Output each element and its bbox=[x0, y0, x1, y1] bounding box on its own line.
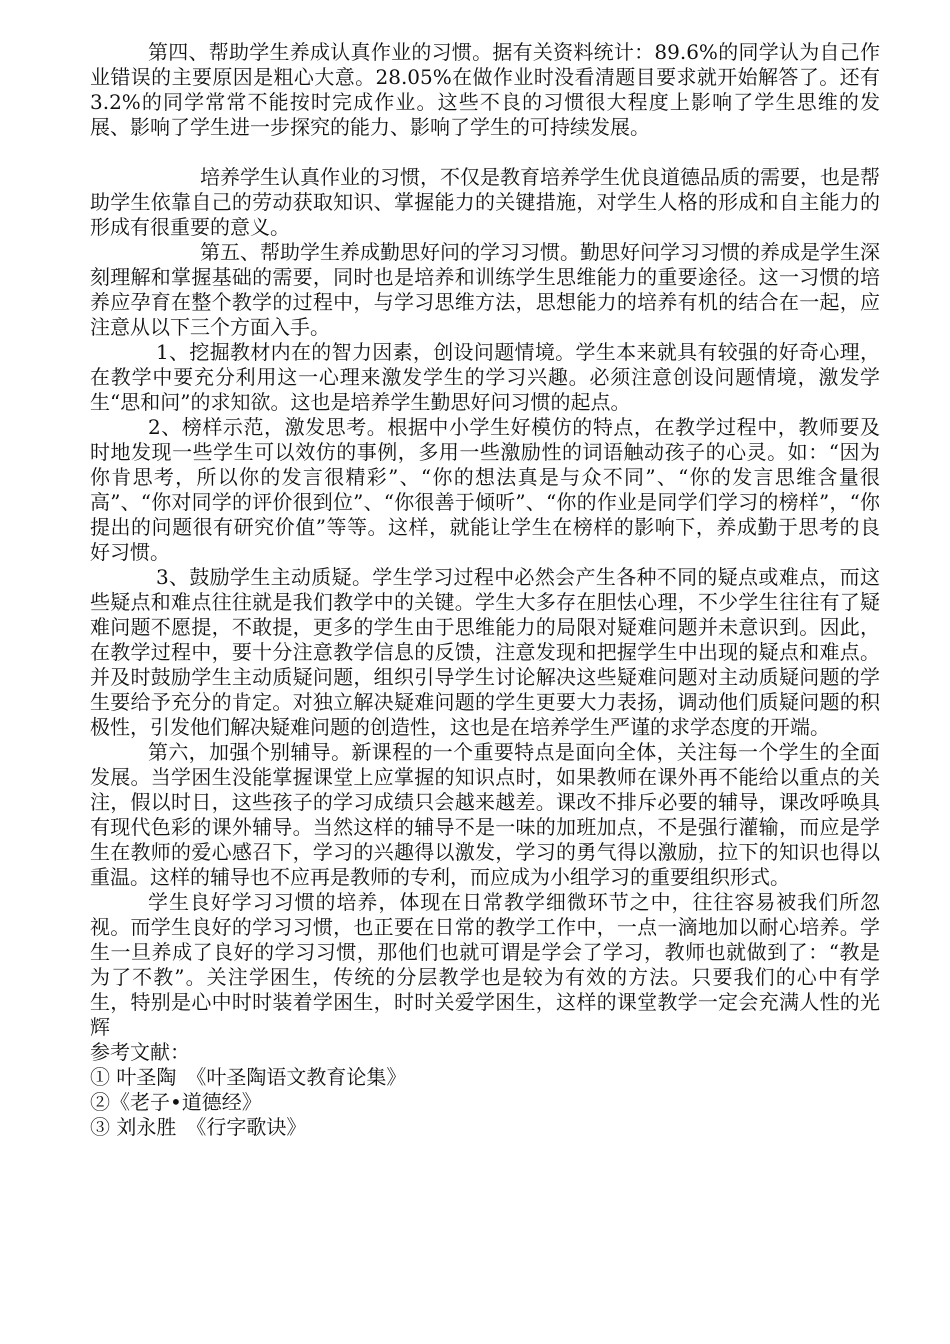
paragraph-point-2: 2、榜样示范，激发思考。根据中小学生好模仿的特点，在教学过程中，教师要及时地发现一些学生可以效仿的事例，多用一些激励性的词语触动孩子的心灵。如：“因为你肯思考，所以你的发言很精彩”、“你的想法真是与众不同”、“你的发言思维含量很高”、“你对同学的评价很到位”、“你很善于倾听”、“你的作业是同学们学习的榜样”，“你提出的问题很有研究价值”等等。这样，就能让学生在榜样的影响下，养成勤于思考的良好习惯。 bbox=[90, 415, 880, 564]
paragraph-point-3: 3、鼓励学生主动质疑。学生学习过程中必然会产生各种不同的疑点或难点，而这些疑点和难点往往就是我们教学中的关键。学生大多存在胆怯心理，不少学生往往有了疑难问题不愿提，不敢提，更多的学生由于思维能力的局限对疑难问题并未意识到。因此，在教学过程中，要十分注意教学信息的反馈，注意发现和把握学生中出现的疑点和难点。并及时鼓励学生主动质疑问题，组织引导学生讨论解决这些疑难问题对主动质疑问题的学生要给予充分的肯定。对独立解决疑难问题的学生更要大力表扬，调动他们质疑问题的积极性，引发他们解决疑难问题的创造性，这也是在培养学生严谨的求学态度的开端。 bbox=[90, 565, 880, 739]
reference-item: ③ 刘永胜 《行字歌诀》 bbox=[90, 1115, 307, 1139]
reference-item: ① 叶圣陶 《叶圣陶语文教育论集》 bbox=[90, 1065, 407, 1089]
paragraph-homework-significance: 培养学生认真作业的习惯，不仅是教育培养学生优良道德品质的需要，也是帮助学生依靠自己的劳动获取知识、掌握能力的关键措施，对学生人格的形成和自主能力的形成有很重要的意义。 bbox=[90, 165, 880, 239]
paragraph-habit-homework: 第四、帮助学生养成认真作业的习惯。据有关资料统计：89.6%的同学认为自己作业错误的主要原因是粗心大意。28.05%在做作业时没看清题目要求就开始解答了。还有3.2%的同学常常不能按时完成作业。这些不良的习惯很大程度上影响了学生思维的发展、影响了学生进一步探究的能力、影响了学生的可持续发展。 bbox=[90, 40, 880, 139]
paragraph-individual-tutoring: 第六，加强个别辅导。新课程的一个重要特点是面向全体，关注每一个学生的全面发展。当学困生没能掌握课堂上应掌握的知识点时，如果教师在课外再不能给以重点的关注，假以时日，这些孩子的学习成绩只会越来越差。课改不排斥必要的辅导，课改呼唤具有现代色彩的课外辅导。当然这样的辅导不是一味的加班加点，不是强行灌输，而应是学生在教师的爱心感召下，学习的兴趣得以激发，学习的勇气得以激励，拉下的知识也得以重温。这样的辅导也不应再是教师的专利，而应成为小组学习的重要组织形式。 bbox=[90, 740, 880, 889]
paragraph-spacer bbox=[90, 140, 880, 165]
references-heading: 参考文献： bbox=[90, 1040, 190, 1064]
paragraph-conclusion: 学生良好学习习惯的培养，体现在日常教学细微环节之中，往往容易被我们所忽视。而学生良好的学习习惯，也正要在日常的教学工作中，一点一滴地加以耐心培养。学生一旦养成了良好的学习习惯，那他们也就可谓是学会了学习，教师也就做到了：“教是为了不教”。关注学困生，传统的分层教学也是较为有效的方法。只要我们的心中有学生，特别是心中时时装着学困生，时时关爱学困生，这样的课堂教学一定会充满人性的光辉 bbox=[90, 890, 880, 1039]
paragraph-point-1: 1、挖掘教材内在的智力因素，创设问题情境。学生本来就具有较强的好奇心理，在教学中要充分利用这一心理来激发学生的学习兴趣。必须注意创设问题情境，激发学生“思和问”的求知欲。这也是培养学生勤思好问习惯的起点。 bbox=[90, 340, 880, 414]
document-body bbox=[90, 40, 880, 1140]
paragraph-habit-thinking: 第五、帮助学生养成勤思好问的学习习惯。勤思好问学习习惯的养成是学生深刻理解和掌握基础的需要，同时也是培养和训练学生思维能力的重要途径。这一习惯的培养应孕育在整个教学的过程中，与学习思维方法，思想能力的培养有机的结合在一起，应注意从以下三个方面入手。 bbox=[90, 240, 880, 339]
reference-item: ②《老子•道德经》 bbox=[90, 1090, 262, 1114]
